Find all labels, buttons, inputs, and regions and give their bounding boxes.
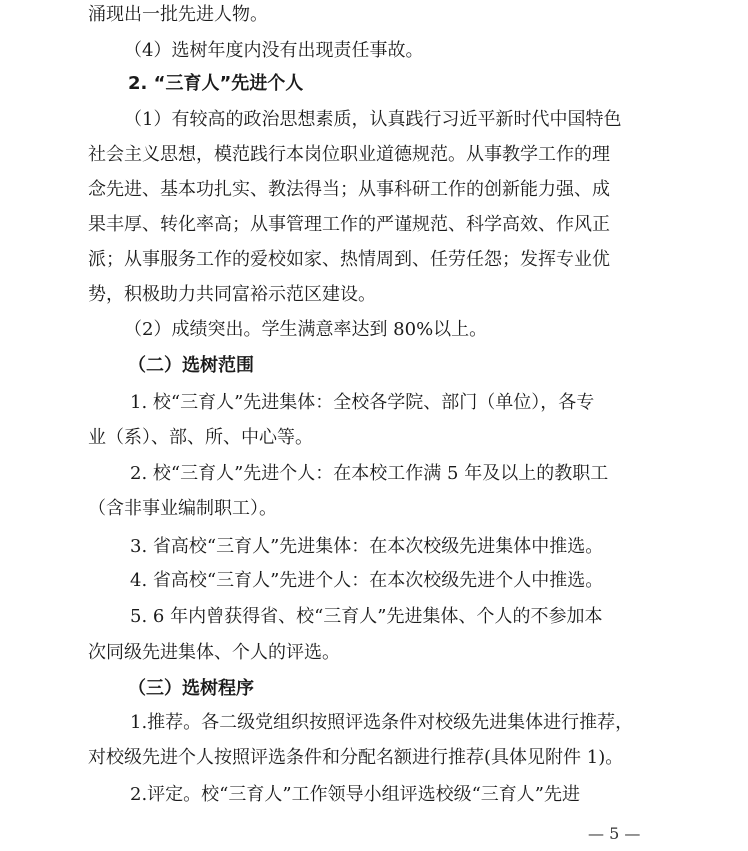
paragraph-line: 1.推荐。各二级党组织按照评选条件对校级先进集体进行推荐，	[130, 712, 634, 733]
paragraph-line: 业（系）、部、所、中心等。	[88, 427, 313, 448]
paragraph-line: （1）有较高的政治思想素质，认真践行习近平新时代中国特色	[124, 109, 622, 130]
paragraph-line: 势，积极助力共同富裕示范区建设。	[88, 284, 376, 305]
paragraph-line: 1. 校“三育人”先进集体：全校各学院、部门（单位），各专	[130, 392, 595, 413]
paragraph-line: （含非事业编制职工）。	[88, 498, 277, 519]
paragraph-line: 社会主义思想，模范践行本岗位职业道德规范。从事教学工作的理	[88, 144, 610, 165]
paragraph-line: （4）选树年度内没有出现责任事故。	[124, 40, 424, 61]
paragraph-line: 对校级先进个人按照评选条件和分配名额进行推荐(具体见附件 1)。	[88, 747, 624, 768]
paragraph-line: 果丰厚、转化率高；从事管理工作的严谨规范、科学高效、作风正	[88, 214, 610, 235]
section-heading: 2. “三育人”先进个人	[128, 73, 304, 94]
paragraph-line: 2. 校“三育人”先进个人：在本校工作满 5 年及以上的教职工	[130, 463, 609, 484]
paragraph-line: 4. 省高校“三育人”先进个人：在本次校级先进个人中推选。	[130, 570, 604, 591]
paragraph-line: 涌现出一批先进人物。	[88, 4, 268, 25]
paragraph-line: （2）成绩突出。学生满意率达到 80%以上。	[124, 319, 488, 340]
paragraph-line: 派；从事服务工作的爱校如家、热情周到、任劳任怨；发挥专业优	[88, 249, 610, 270]
paragraph-line: 念先进、基本功扎实、教法得当；从事科研工作的创新能力强、成	[88, 179, 610, 200]
page-number: — 5 —	[588, 824, 641, 843]
paragraph-line: 3. 省高校“三育人”先进集体：在本次校级先进集体中推选。	[130, 536, 604, 557]
paragraph-line: 次同级先进集体、个人的评选。	[88, 642, 340, 663]
section-heading: （三）选树程序	[128, 678, 254, 699]
section-heading: （二）选树范围	[128, 355, 254, 376]
paragraph-line: 5. 6 年内曾获得省、校“三育人”先进集体、个人的不参加本	[130, 606, 603, 627]
paragraph-line: 2.评定。校“三育人”工作领导小组评选校级“三育人”先进	[130, 784, 580, 805]
